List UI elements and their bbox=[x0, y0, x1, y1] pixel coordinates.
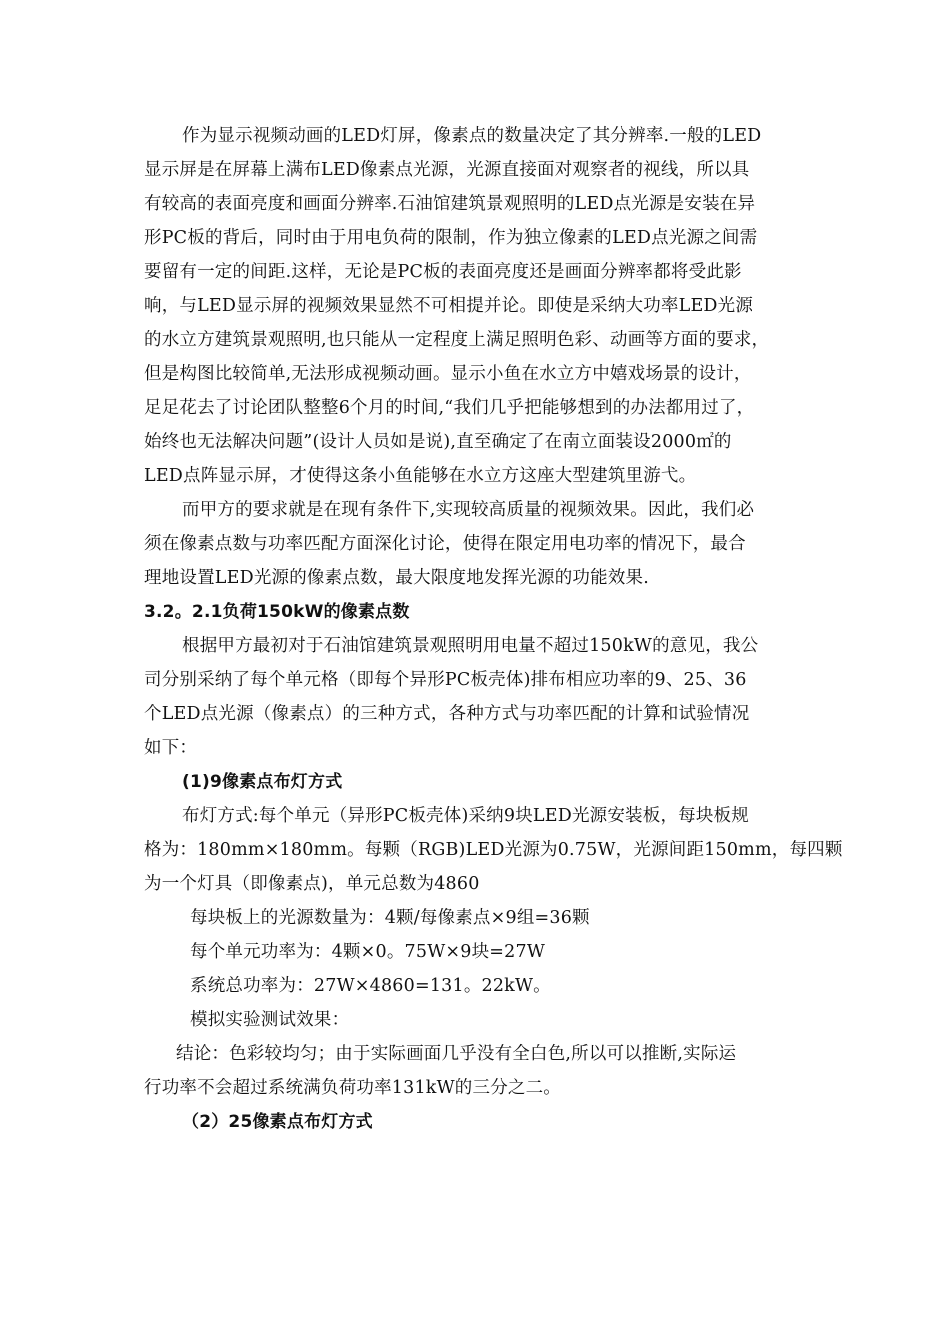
paragraph-1-line-2: 显示屏是在屏幕上满布LED像素点光源，光源直接面对观察者的视线，所以具 bbox=[144, 160, 750, 180]
paragraph-1-line-5: 要留有一定的间距.这样，无论是PC板的表面亮度还是画面分辨率都将受此影 bbox=[144, 262, 742, 282]
paragraph-1-line-9: 足足花去了讨论团队整整6个月的时间,“我们几乎把能够想到的办法都用过了， bbox=[144, 398, 755, 418]
paragraph-1-line-10: 始终也无法解决问题”(设计人员如是说),直至确定了在南立面装设2000㎡的 bbox=[144, 432, 732, 452]
calc-line-2: 每个单元功率为：4颗×0。75W×9块=27W bbox=[190, 942, 546, 962]
section-heading: 3.2。2.1负荷150kW的像素点数 bbox=[144, 602, 410, 622]
calc-line-3: 系统总功率为：27W×4860=131。22kW。 bbox=[190, 976, 551, 996]
paragraph-3-line-4: 如下： bbox=[144, 738, 198, 758]
conclusion-line-2: 行功率不会超过系统满负荷功率131kW的三分之二。 bbox=[144, 1078, 561, 1098]
paragraph-1-line-11: LED点阵显示屏，才使得这条小鱼能够在水立方这座大型建筑里游弋。 bbox=[144, 466, 697, 486]
paragraph-2-line-3: 理地设置LED光源的像素点数，最大限度地发挥光源的功能效果. bbox=[144, 568, 649, 588]
paragraph-1-line-8: 但是构图比较简单,无法形成视频动画。显示小鱼在水立方中嬉戏场景的设计， bbox=[144, 364, 752, 384]
calc-line-1: 每块板上的光源数量为：4颗/每像素点×9组=36颗 bbox=[190, 908, 590, 928]
paragraph-4-line-2: 格为：180mm×180mm。每颗（RGB)LED光源为0.75W，光源间距150mm，每四颗 bbox=[144, 840, 843, 860]
paragraph-4-line-1: 布灯方式:每个单元（异形PC板壳体)采纳9块LED光源安装板，每块板规 bbox=[182, 806, 749, 826]
paragraph-2-line-2: 须在像素点数与功率匹配方面深化讨论，使得在限定用电功率的情况下，最合 bbox=[144, 534, 746, 554]
paragraph-3-line-1: 根据甲方最初对于石油馆建筑景观照明用电量不超过150kW的意见，我公 bbox=[182, 636, 759, 656]
paragraph-3-line-2: 司分别采纳了每个单元格（即每个异形PC板壳体)排布相应功率的9、25、36 bbox=[144, 670, 747, 690]
paragraph-1-line-7: 的水立方建筑景观照明,也只能从一定程度上满足照明色彩、动画等方面的要求， bbox=[144, 330, 770, 350]
paragraph-1-line-1: 作为显示视频动画的LED灯屏，像素点的数量决定了其分辨率.一般的LED bbox=[182, 126, 762, 146]
sub-heading-1: (1)9像素点布灯方式 bbox=[182, 772, 343, 792]
paragraph-1-line-3: 有较高的表面亮度和画面分辨率.石油馆建筑景观照明的LED点光源是安装在异 bbox=[144, 194, 756, 214]
paragraph-2-line-1: 而甲方的要求就是在现有条件下,实现较高质量的视频效果。因此，我们必 bbox=[182, 500, 755, 520]
conclusion-line-1: 结论：色彩较均匀；由于实际画面几乎没有全白色,所以可以推断,实际运 bbox=[176, 1044, 737, 1064]
calc-line-4: 模拟实验测试效果： bbox=[190, 1010, 350, 1030]
sub-heading-2: （2）25像素点布灯方式 bbox=[182, 1112, 373, 1132]
paragraph-1-line-6: 响，与LED显示屏的视频效果显然不可相提并论。即使是采纳大功率LED光源 bbox=[144, 296, 754, 316]
paragraph-4-line-3: 为一个灯具（即像素点)，单元总数为4860 bbox=[144, 874, 480, 894]
paragraph-1-line-4: 形PC板的背后，同时由于用电负荷的限制，作为独立像素的LED点光源之间需 bbox=[144, 228, 758, 248]
paragraph-3-line-3: 个LED点光源（像素点）的三种方式，各种方式与功率匹配的计算和试验情况 bbox=[144, 704, 750, 724]
